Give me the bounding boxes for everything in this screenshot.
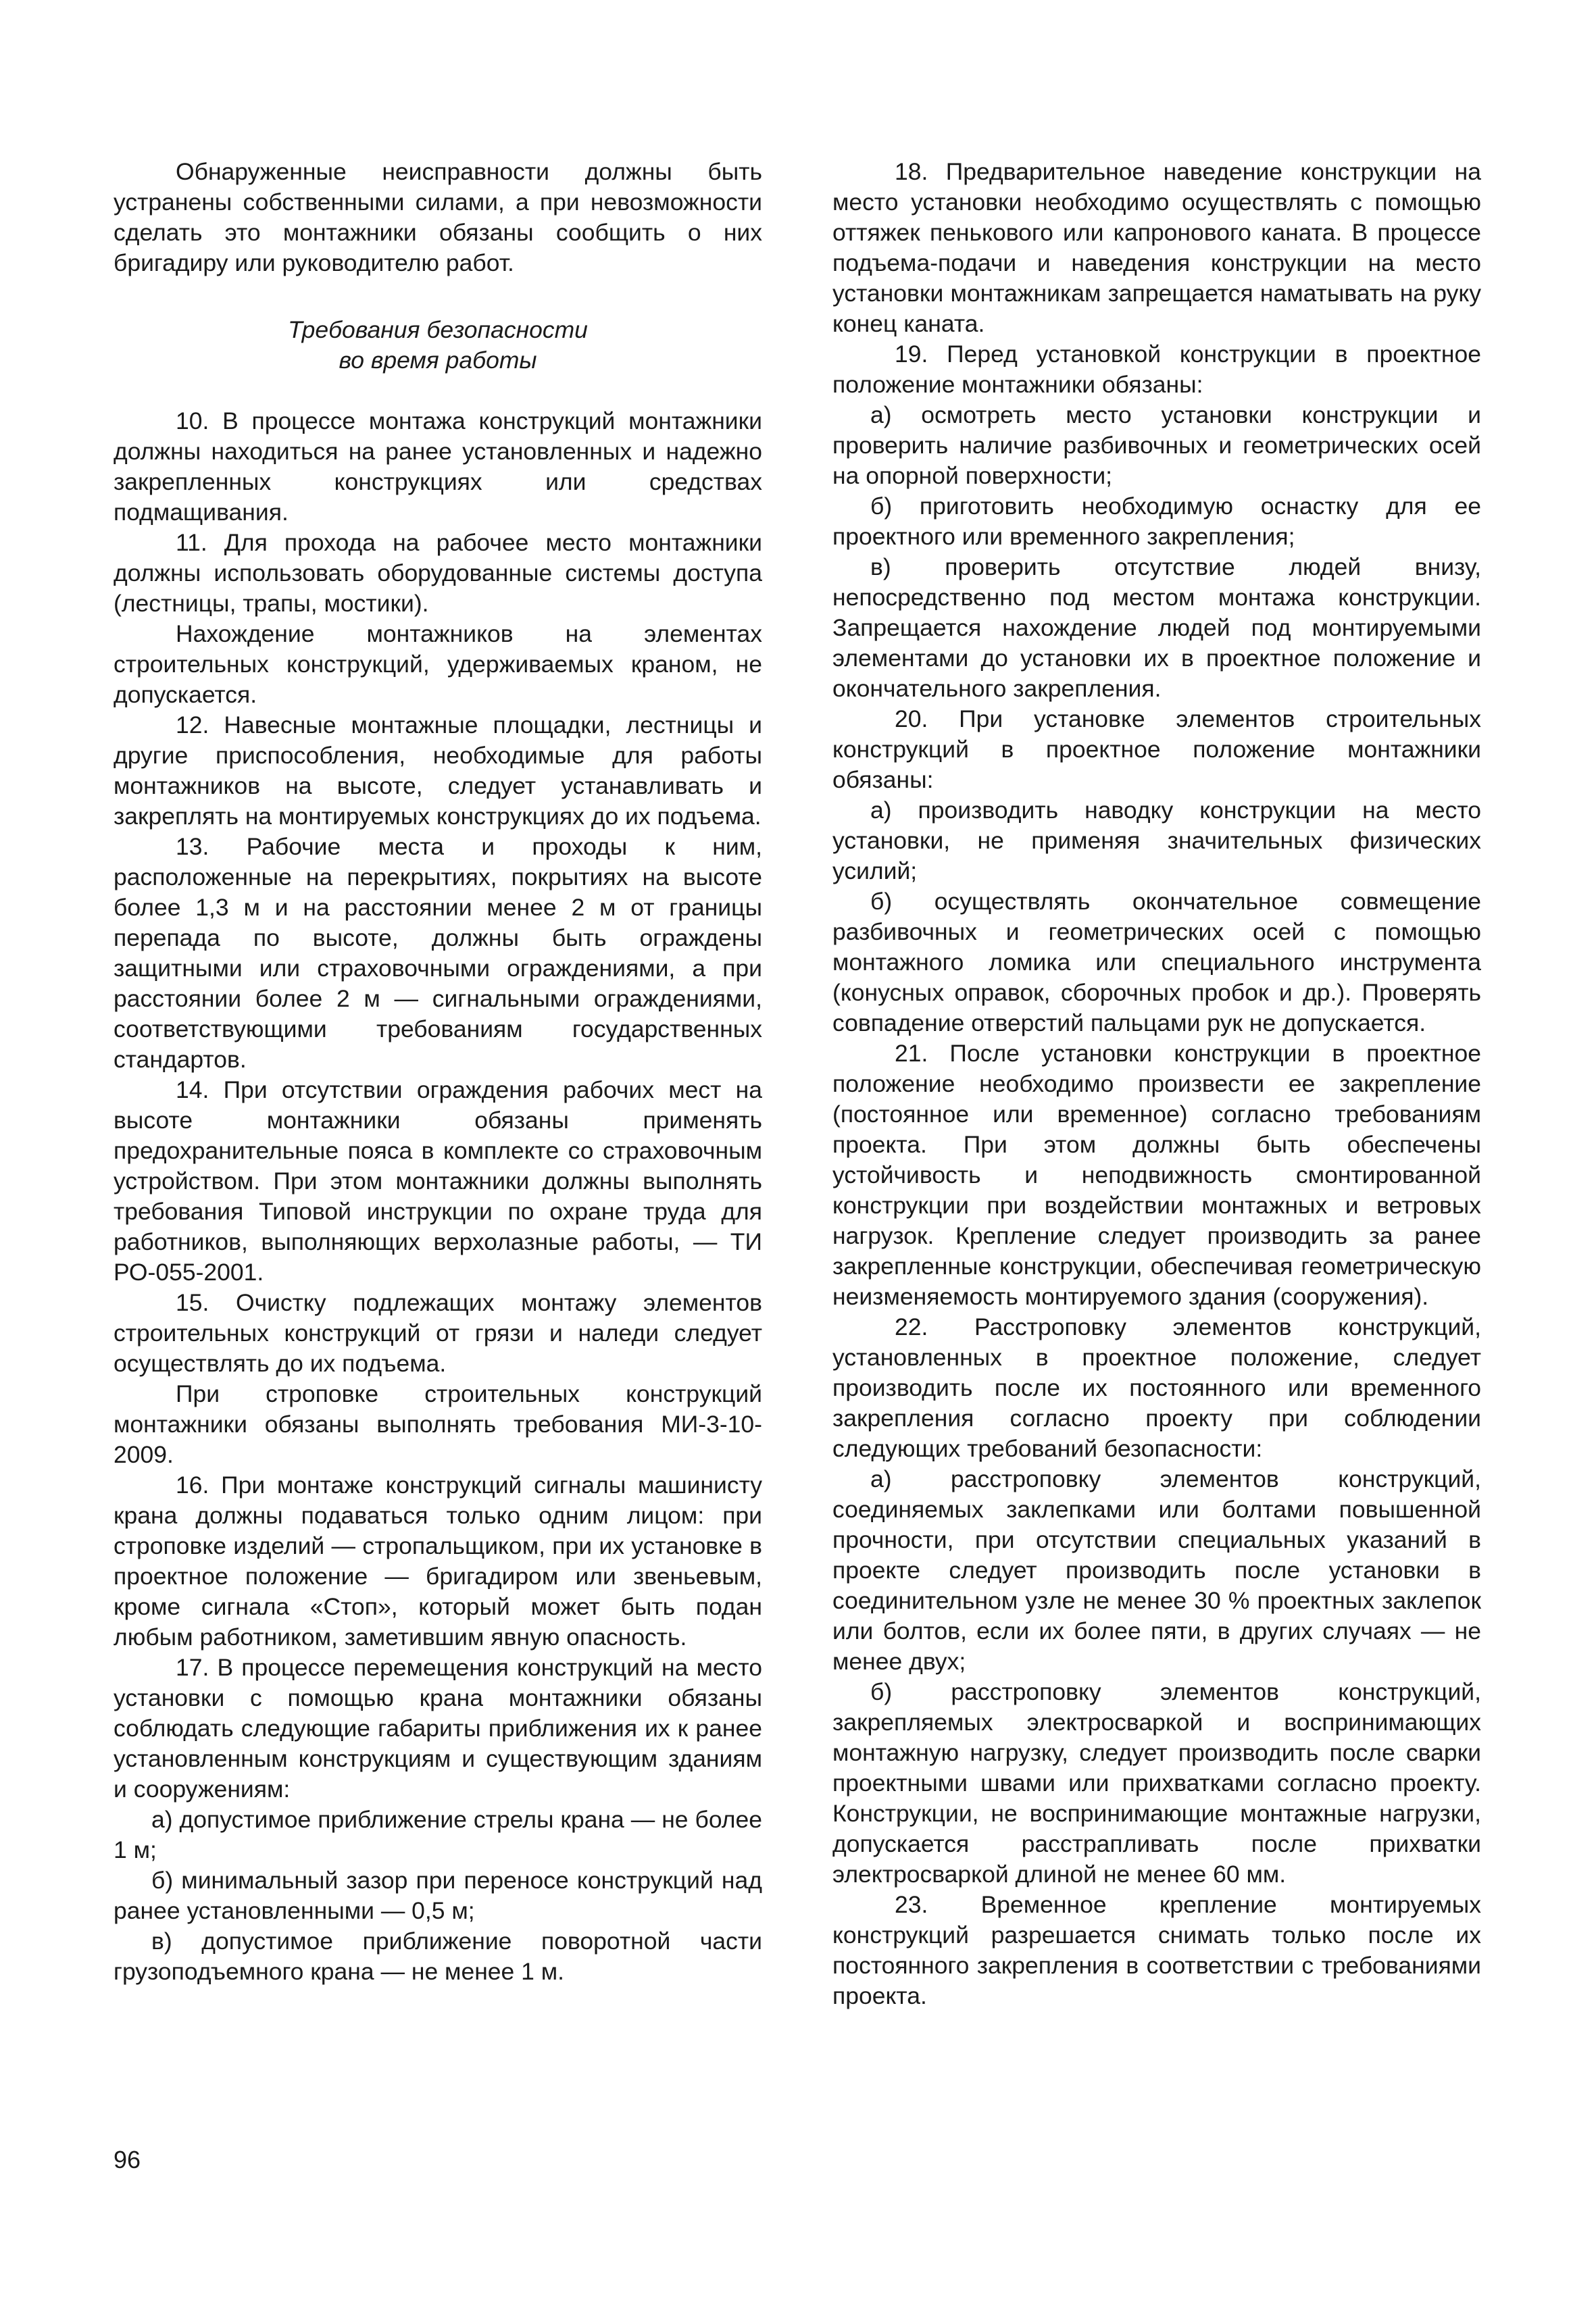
paragraph-11: 11. Для прохода на рабочее место монтажники должны использовать оборудованные системы доступа (лестницы, трапы, мостики).: [114, 529, 762, 617]
paragraph-20: 20. При установке элементов строительных конструкций в проектное положение монтажники обязаны:: [832, 705, 1481, 793]
paragraph-10: 10. В процессе монтажа конструкций монтажники должны находиться на ранее установленных и надежно закрепленных конструкциях или средствах подмащивания.: [114, 407, 762, 526]
paragraph-22b: б) расстроповку элементов конструкций, закрепляемых электросваркой и воспринимающих монтажную нагрузку, следует производить после сварки проектными швами или прихватками согласно проекту. Конструкции, не воспринимающие монтажные нагрузки, допускается расстрапливать после прихватки электросваркой длиной не менее 60 мм.: [832, 1678, 1481, 1888]
paragraph-20a: а) производить наводку конструкции на место установки, не применяя значительных физических усилий;: [832, 797, 1481, 884]
paragraph-18: 18. Предварительное наведение конструкции на место установки необходимо осуществлять с помощью оттяжек пенькового или капронового каната. В процессе подъема-подачи и наведения конструкции на место установки монтажникам запрещается наматывать на руку конец каната.: [832, 158, 1481, 337]
section-heading-line2: во время работы: [339, 347, 537, 374]
paragraph-17: 17. В процессе перемещения конструкций на место установки с помощью крана монтажники обязаны соблюдать следующие габариты приближения их к ранее установленным конструкциям и существующим зданиям и сооружениям:: [114, 1654, 762, 1803]
right-column: [832, 157, 1481, 2011]
paragraph-22: 22. Расстроповку элементов конструкций, установленных в проектное положение, следует производить после их постоянного или временного закрепления согласно проекту при соблюдении следующих требований безопасности:: [832, 1313, 1481, 1462]
paragraph-13: 13. Рабочие места и проходы к ним, расположенные на перекрытиях, покрытиях на высоте более 1,3 м и на расстоянии менее 2 м от границы перепада по высоте, должны быть ограждены защитными или страховочными ограждениями, а при расстоянии более 2 м — сигнальными ограждениями, соответствующими требованиям государственных стандартов.: [114, 833, 762, 1073]
paragraph-23: 23. Временное крепление монтируемых конструкций разрешается снимать только после их постоянного закрепления в соответствии с требованиями проекта.: [832, 1891, 1481, 2009]
section-heading-line1: Требования безопасности: [288, 316, 588, 343]
paragraph-17c: в) допустимое приближение поворотной части грузоподъемного крана — не менее 1 м.: [114, 1928, 762, 1985]
section-heading: [114, 315, 762, 376]
paragraph-14: 14. При отсутствии ограждения рабочих мест на высоте монтажники обязаны применять предохранительные пояса в комплекте со страховочным устройством. При этом монтажники должны выполнять требования Типовой инструкции по охране труда для работников, выполняющих верхолазные работы, — ТИ РО-055-2001.: [114, 1076, 762, 1286]
page-number: 96: [114, 2146, 141, 2173]
paragraph-15-note: При строповке строительных конструкций монтажники обязаны выполнять требования МИ-3-10-2009.: [114, 1380, 762, 1468]
paragraph-22a: а) расстроповку элементов конструкций, соединяемых заклепками или болтами повышенной прочности, при отсутствии специальных указаний в проекте следует производить после установки в соединительном узле не менее 30 % проектных заклепок или болтов, если их более пяти, в других случаях — не менее двух;: [832, 1465, 1481, 1675]
paragraph-intro: Обнаруженные неисправности должны быть устранены собственными силами, а при невозможности сделать это монтажники обязаны сообщить о них бригадиру или руководителю работ.: [114, 158, 762, 276]
paragraph-17b: б) минимальный зазор при переносе конструкций над ранее установленными — 0,5 м;: [114, 1867, 762, 1924]
paragraph-16: 16. При монтаже конструкций сигналы машинисту крана должны подаваться только одним лицом: при строповке изделий — стропальщиком, при их установке в проектное положение — бригадиром или звеньевым, кроме сигнала «Стоп», который может быть подан любым работником, заметившим явную опасность.: [114, 1472, 762, 1651]
left-column: [114, 157, 762, 1987]
paragraph-17a: а) допустимое приближение стрелы крана — не более 1 м;: [114, 1806, 762, 1863]
paragraph-19a: а) осмотреть место установки конструкции и проверить наличие разбивочных и геометрических осей на опорной поверхности;: [832, 401, 1481, 489]
paragraph-15: 15. Очистку подлежащих монтажу элементов строительных конструкций от грязи и наледи следует осуществлять до их подъема.: [114, 1289, 762, 1377]
paragraph-19b: б) приготовить необходимую оснастку для ее проектного или временного закрепления;: [832, 493, 1481, 550]
paragraph-20b: б) осуществлять окончательное совмещение разбивочных и геометрических осей с помощью монтажного ломика или специального инструмента (конусных оправок, сборочных пробок и др.). Проверять совпадение отверстий пальцами рук не допускается.: [832, 888, 1481, 1036]
paragraph-19c: в) проверить отсутствие людей внизу, непосредственно под местом монтажа конструкции. Запрещается нахождение людей под монтируемыми элементами до установки их в проектное положение и окончательного закрепления.: [832, 553, 1481, 702]
paragraph-19: 19. Перед установкой конструкции в проектное положение монтажники обязаны:: [832, 341, 1481, 398]
paragraph-12: 12. Навесные монтажные площадки, лестницы и другие приспособления, необходимые для работы монтажников на высоте, следует устанавливать и закреплять на монтируемых конструкциях до их подъема.: [114, 711, 762, 830]
paragraph-11-note: Нахождение монтажников на элементах строительных конструкций, удерживаемых краном, не допускается.: [114, 620, 762, 708]
paragraph-21: 21. После установки конструкции в проектное положение необходимо произвести ее закрепление (постоянное или временное) согласно требованиям проекта. При этом должны быть обеспечены устойчивость и неподвижность смонтированной конструкции при воздействии монтажных и ветровых нагрузок. Крепление следует производить за ранее закрепленные конструкции, обеспечивая геометрическую неизменяемость монтируемого здания (сооружения).: [832, 1040, 1481, 1310]
